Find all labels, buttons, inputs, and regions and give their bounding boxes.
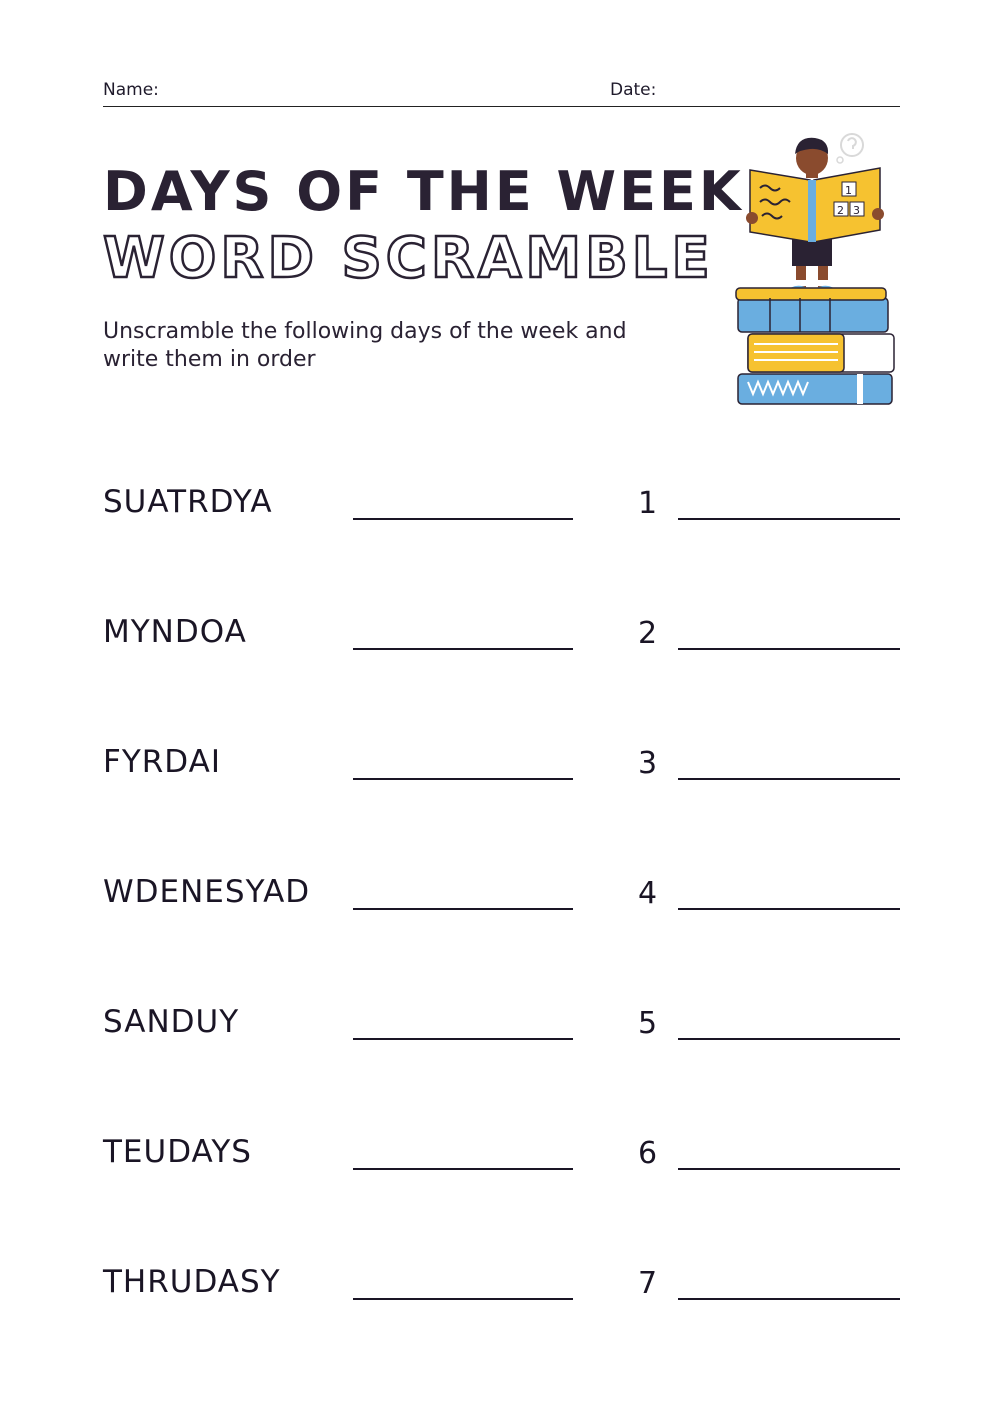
- order-number: 6: [638, 1136, 658, 1171]
- header-row: [103, 78, 900, 107]
- scramble-row: [103, 1130, 900, 1180]
- order-number: 7: [638, 1266, 658, 1301]
- scrambled-word: WDENESYAD: [103, 874, 311, 910]
- order-blank[interactable]: [678, 1038, 900, 1040]
- scramble-row: [103, 480, 900, 530]
- scramble-row: [103, 870, 900, 920]
- scrambled-word: THRUDASY: [103, 1264, 281, 1300]
- scramble-row: [103, 740, 900, 790]
- order-blank[interactable]: [678, 908, 900, 910]
- answer-blank[interactable]: [353, 518, 573, 520]
- answer-blank[interactable]: [353, 1168, 573, 1170]
- order-blank[interactable]: [678, 1298, 900, 1300]
- order-blank[interactable]: [678, 1168, 900, 1170]
- instructions: Unscramble the following days of the week and write them in order: [103, 319, 627, 372]
- scrambled-word: FYRDAI: [103, 744, 221, 780]
- order-number: 3: [638, 746, 658, 781]
- order-number: 1: [638, 486, 658, 521]
- scramble-row: [103, 1260, 900, 1310]
- worksheet-subtitle: WORD SCRAMBLE: [103, 226, 714, 291]
- answer-blank[interactable]: [353, 908, 573, 910]
- answer-blank[interactable]: [353, 778, 573, 780]
- order-blank[interactable]: [678, 778, 900, 780]
- scrambled-word: MYNDOA: [103, 614, 247, 650]
- order-number: 5: [638, 1006, 658, 1041]
- answer-blank[interactable]: [353, 1038, 573, 1040]
- order-blank[interactable]: [678, 518, 900, 520]
- order-number: 2: [638, 616, 658, 651]
- name-label: Name:: [103, 80, 159, 100]
- order-number: 4: [638, 876, 658, 911]
- date-label: Date:: [610, 80, 657, 100]
- svg-text:1: 1: [845, 184, 852, 197]
- svg-text:2: 2: [837, 204, 844, 217]
- scramble-row: [103, 610, 900, 660]
- svg-text:3: 3: [853, 204, 860, 217]
- scrambled-word: TEUDAYS: [103, 1134, 252, 1170]
- answer-blank[interactable]: [353, 648, 573, 650]
- scrambled-word: SANDUY: [103, 1004, 240, 1040]
- scramble-row: [103, 1000, 900, 1050]
- scrambled-word: SUATRDYA: [103, 484, 273, 520]
- answer-blank[interactable]: [353, 1298, 573, 1300]
- worksheet-title: DAYS OF THE WEEK: [103, 160, 744, 223]
- child-reading-on-books-icon: [730, 130, 900, 410]
- order-blank[interactable]: [678, 648, 900, 650]
